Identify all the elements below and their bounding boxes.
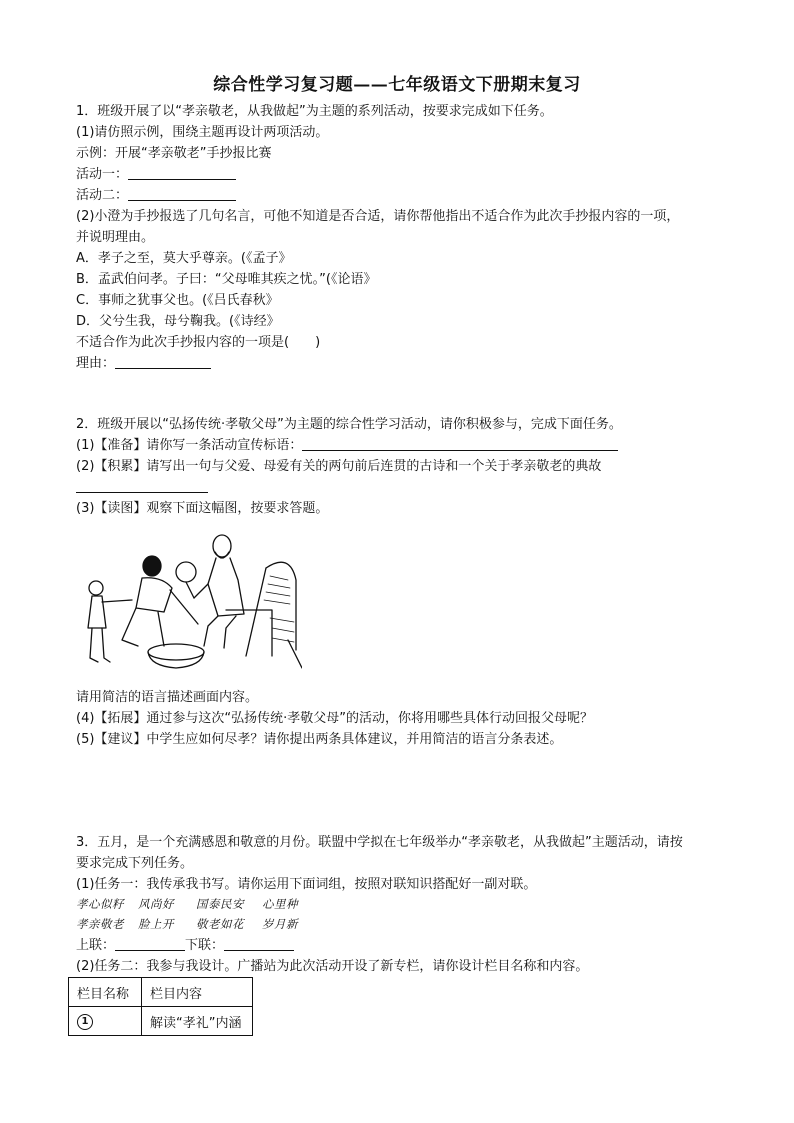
q1-part2: (2)小澄为手抄报选了几句名言，可他不知道是否合适，请你帮他指出不适合作为此次手抄报内容的一项，: [76, 209, 680, 224]
q2-part1: (1)【准备】请你写一条活动宣传标语：: [76, 438, 303, 453]
q2-slogan-blank[interactable]: [302, 437, 618, 451]
q1-example: 示例：开展“孝亲敬老”手抄报比赛: [76, 146, 272, 161]
table-header-name: 栏目名称: [69, 978, 142, 1007]
q2-poem-blank[interactable]: [76, 479, 208, 493]
q2-part4: (4)【拓展】通过参与这次“弘扬传统·孝敬父母”的活动，你将用哪些具体行动回报父母呢？: [76, 711, 594, 726]
q3-stem-cont: 要求完成下列任务。: [76, 856, 194, 871]
table-cell-mark[interactable]: [69, 1007, 142, 1036]
table-header-row: [69, 978, 253, 1007]
table-row: [69, 1007, 253, 1036]
table-header-content: 栏目内容: [142, 978, 253, 1007]
q1-part2-cont: 并说明理由。: [76, 230, 155, 245]
q1-activity1-line: [76, 166, 236, 184]
q3-word: 国泰民安: [196, 897, 244, 911]
q1-activity1-label: 活动一：: [76, 167, 129, 182]
q3-word: 脸上开: [138, 917, 174, 931]
q1-option-c: C．事师之犹事父也。(《吕氏春秋》: [76, 293, 279, 308]
q3-word-row-1: [76, 895, 298, 913]
q3-upper-blank[interactable]: [115, 937, 185, 951]
q3-task1: (1)任务一：我传承我书写。请你运用下面词组，按照对联知识搭配好一副对联。: [76, 877, 537, 892]
q2-part2: (2)【积累】请写出一句与父爱、母爱有关的两句前后连贯的古诗和一个关于孝亲敬老的典故: [76, 459, 602, 474]
q2-part3: (3)【读图】观察下面这幅图，按要求答题。: [76, 501, 329, 516]
q2-stem: 2．班级开展以“弘扬传统·孝敬父母”为主题的综合性学习活动，请你积极参与，完成下面任务。: [76, 417, 622, 432]
q1-part1: (1)请仿照示例，围绕主题再设计两项活动。: [76, 125, 329, 140]
q1-activity1-blank[interactable]: [128, 166, 236, 180]
column-design-table: [68, 977, 253, 1036]
q1-stem: 1．班级开展了以“孝亲敬老，从我做起”为主题的系列活动，按要求完成如下任务。: [76, 104, 553, 119]
circled-number-one: 1: [77, 1014, 93, 1030]
q2-part1-line: [76, 437, 618, 455]
filial-piety-illustration: [76, 528, 302, 674]
page-title: 综合性学习复习题——七年级语文下册期末复习: [213, 75, 581, 95]
q3-stem: 3．五月，是一个充满感恩和敬意的月份。联盟中学拟在七年级举办“孝亲敬老，从我做起”主题活动，请按: [76, 835, 683, 850]
q1-reason-label: 理由：: [76, 356, 116, 371]
table-cell-content: 解读“孝礼”内涵: [142, 1007, 253, 1036]
q3-word-row-2: [76, 915, 298, 933]
q1-option-a: A．孝子之至，莫大乎尊亲。(《孟子》: [76, 251, 292, 266]
q1-reason-blank[interactable]: [115, 355, 211, 369]
q1-choice-prompt: 不适合作为此次手抄报内容的一项是( ): [76, 335, 321, 350]
q2-part2-blank-line: [76, 479, 208, 497]
q3-word: 孝亲敬老: [76, 917, 124, 931]
q1-activity2-label: 活动二：: [76, 188, 129, 203]
q3-word: 敬老如花: [196, 917, 244, 931]
q1-option-d: D．父兮生我，母兮鞠我。(《诗经》: [76, 314, 280, 329]
q1-reason-line: [76, 355, 211, 373]
q3-upper-label: 上联：: [76, 938, 116, 953]
q3-lower-label: 下联：: [185, 938, 225, 953]
q2-part5: (5)【建议】中学生应如何尽孝？请你提出两条具体建议，并用简洁的语言分条表述。: [76, 732, 563, 747]
q3-task2: (2)任务二：我参与我设计。广播站为此次活动开设了新专栏，请你设计栏目名称和内容。: [76, 959, 589, 974]
q3-word: 孝心似籽: [76, 897, 124, 911]
q3-word: 风尚好: [138, 897, 174, 911]
q2-describe-prompt: 请用简洁的语言描述画面内容。: [76, 690, 259, 705]
q3-couplet-line: [76, 937, 294, 955]
q3-word: 心里种: [262, 897, 298, 911]
q1-option-b: B．孟武伯问孝。子曰：“父母唯其疾之忧。”(《论语》: [76, 272, 377, 287]
q3-word: 岁月新: [262, 917, 298, 931]
q3-lower-blank[interactable]: [224, 937, 294, 951]
q1-activity2-line: [76, 187, 236, 205]
q1-activity2-blank[interactable]: [128, 187, 236, 201]
